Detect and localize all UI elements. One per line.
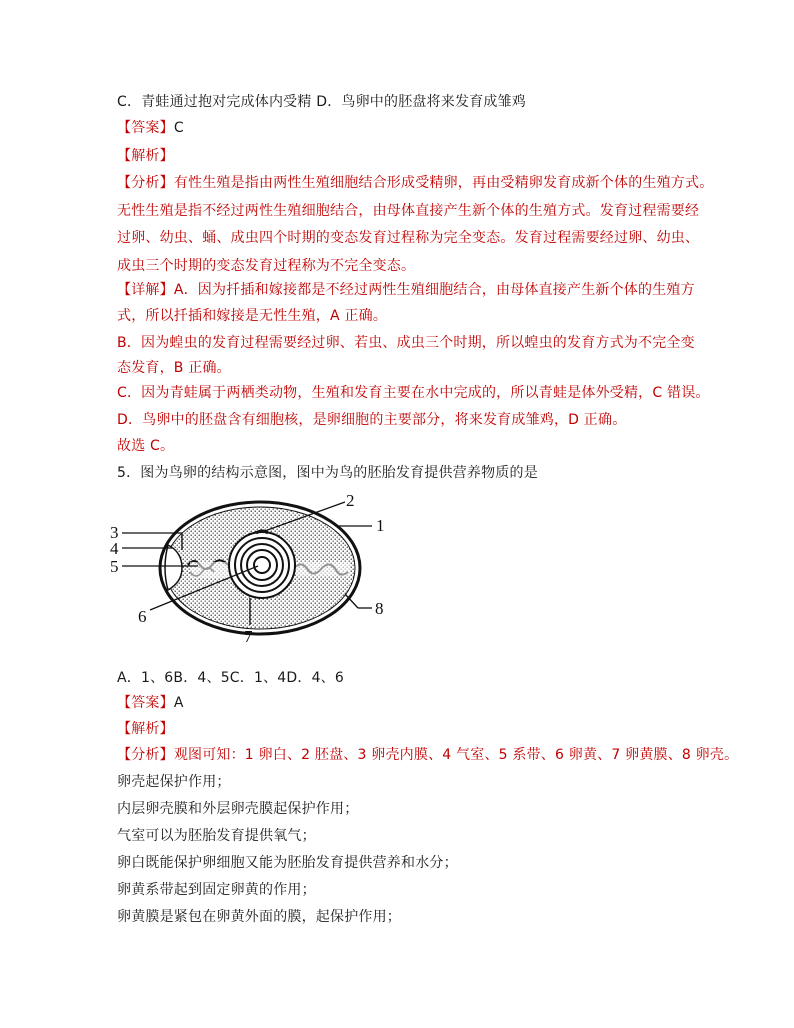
q4-fenxi-line-2: 无性生殖是指不经过两性生殖细胞结合，由母体直接产生新个体的生殖方式。发育过程需要经 — [117, 203, 700, 219]
q5-line-4: 气室可以为胚胎发育提供氧气； — [117, 828, 316, 844]
fenxi-tag: 【分析】 — [117, 175, 174, 191]
answer-value: C — [173, 120, 184, 136]
q4-options-text: C．青蛙通过抱对完成体内受精 D．鸟卵中的胚盘将来发育成雏鸡 — [117, 94, 527, 110]
fenxi-text: 有性生殖是指由两性生殖细胞结合形成受精卵，再由受精卵发育成新个体的生殖方式。 — [173, 175, 714, 191]
q5-line-3: 内层卵壳膜和外层卵壳膜起保护作用； — [117, 801, 359, 817]
q5-analysis-heading — [117, 719, 174, 739]
label-1: 1 — [376, 516, 385, 535]
q5-answer-line — [117, 693, 184, 713]
label-7: 7 — [244, 627, 253, 645]
answer-tag: 【答案】 — [117, 120, 174, 136]
q4-xiangjie-line-3: B．因为蝗虫的发育过程需要经过卵、若虫、成虫三个时期，所以蝗虫的发育方式为不完全变 — [117, 335, 695, 351]
label-5: 5 — [110, 557, 119, 576]
xiangjie-text: A．因为扦插和嫁接都是不经过两性生殖细胞结合，由母体直接产生新个体的生殖方 — [173, 282, 695, 298]
analysis-tag: 【解析】 — [117, 721, 174, 737]
q4-fenxi-line-1 — [117, 173, 713, 193]
label-8: 8 — [375, 599, 384, 618]
label-3: 3 — [110, 523, 119, 542]
xiangjie-tag: 【详解】 — [117, 282, 174, 298]
q4-options-cd — [117, 92, 526, 112]
yolk-membrane — [229, 532, 295, 598]
bird-egg-svg — [110, 490, 410, 645]
answer-value: A — [173, 695, 184, 711]
q4-analysis-heading — [117, 146, 174, 166]
bird-egg-diagram — [110, 490, 410, 645]
q4-xiangjie-line-1 — [117, 280, 695, 300]
label-2: 2 — [346, 491, 355, 510]
q5-line-2: 卵壳起保护作用； — [117, 774, 231, 790]
q4-conclusion: 故选 C。 — [117, 438, 175, 454]
q5-stem: 5．图为鸟卵的结构示意图，图中为鸟的胚胎发育提供营养物质的是 — [117, 465, 538, 481]
q4-xiangjie-line-6: D．鸟卵中的胚盘含有细胞核，是卵细胞的主要部分，将来发育成雏鸡，D 正确。 — [117, 412, 627, 428]
q4-xiangjie-line-2: 式，所以扦插和嫁接是无性生殖，A 正确。 — [117, 308, 388, 324]
q5-options: A．1、6B．4、5C．1、4D．4、6 — [117, 670, 344, 686]
fenxi-tag: 【分析】 — [117, 747, 174, 763]
q4-fenxi-line-3: 过卵、幼虫、蛹、成虫四个时期的变态发育过程称为完全变态。发育过程需要经过卵、幼虫、 — [117, 230, 700, 246]
q5-line-5: 卵白既能保护卵细胞又能为胚胎发育提供营养和水分； — [117, 855, 458, 871]
analysis-tag: 【解析】 — [117, 148, 174, 164]
label-6: 6 — [138, 607, 147, 626]
q4-fenxi-line-4: 成虫三个时期的变态发育过程称为不完全变态。 — [117, 258, 416, 274]
q4-answer-line — [117, 118, 184, 138]
q5-fenxi-line-1 — [117, 745, 738, 765]
label-4: 4 — [110, 539, 119, 558]
q5-line-6: 卵黄系带起到固定卵黄的作用； — [117, 882, 316, 898]
q5-line-7: 卵黄膜是紧包在卵黄外面的膜，起保护作用； — [117, 909, 401, 925]
fenxi-text: 观图可知：1 卵白、2 胚盘、3 卵壳内膜、4 气室、5 系带、6 卵黄、7 卵黄膜、8 卵壳。 — [173, 747, 739, 763]
q4-xiangjie-line-4: 态发育，B 正确。 — [117, 360, 231, 376]
answer-tag: 【答案】 — [117, 695, 174, 711]
q4-xiangjie-line-5: C．因为青蛙属于两栖类动物，生殖和发育主要在水中完成的，所以青蛙是体外受精，C 错误。 — [117, 385, 710, 401]
